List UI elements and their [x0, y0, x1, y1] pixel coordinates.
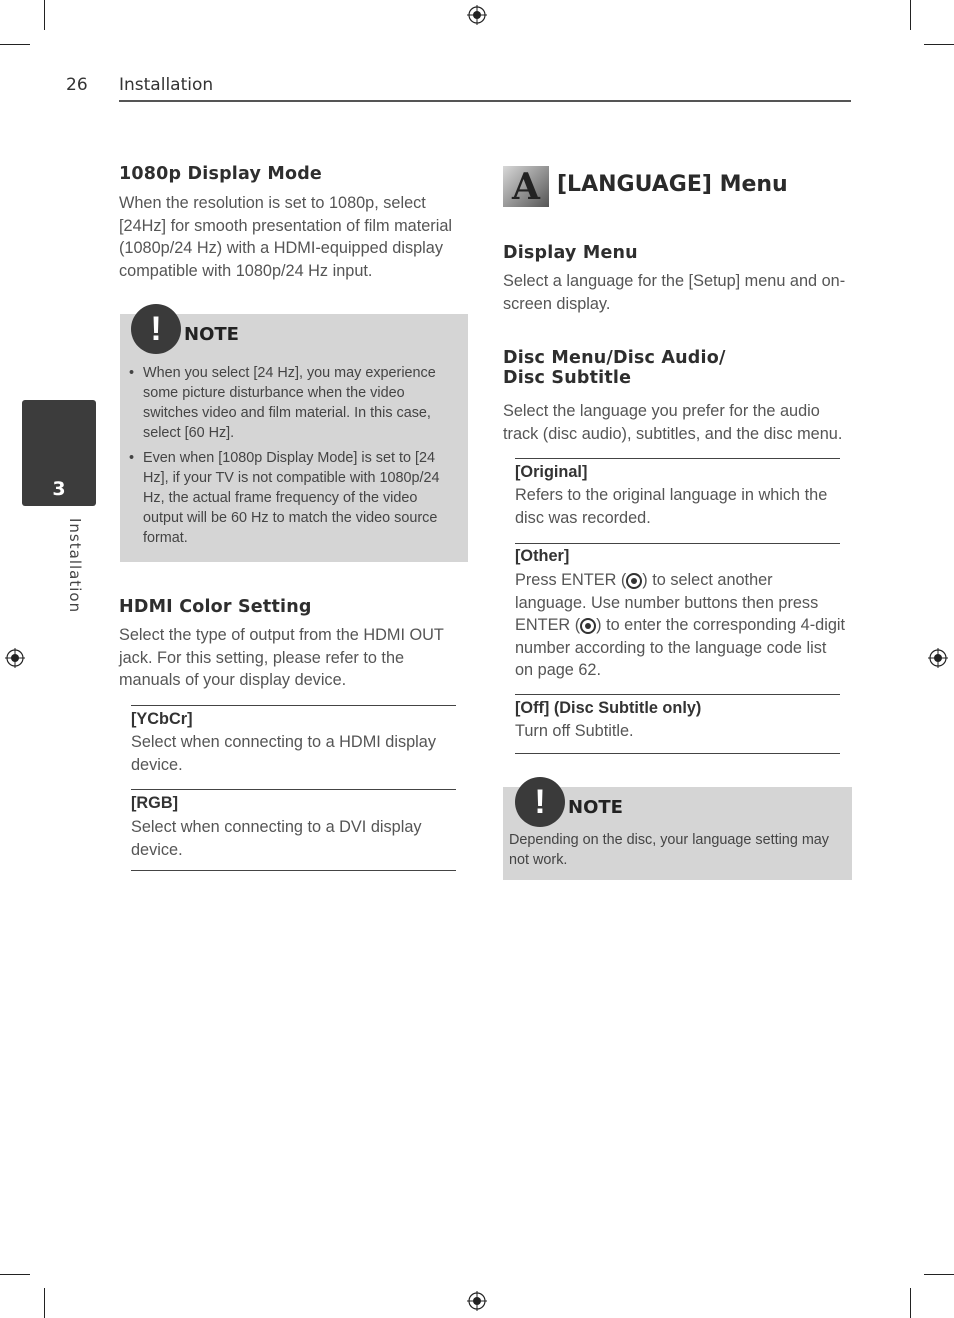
crop-mark	[44, 1288, 45, 1318]
note-list-item	[123, 363, 459, 443]
enter-button-icon	[580, 618, 596, 634]
display-mode-heading: 1080p Display Mode	[119, 164, 322, 184]
chapter-number: 3	[52, 478, 66, 500]
crop-mark	[924, 44, 954, 45]
disc-menu-text: Select the language you prefer for the audio track (disc audio), subtitles, and the disc menu.	[503, 402, 843, 443]
option-desc: Turn off Subtitle.	[515, 722, 634, 740]
note-title: NOTE	[184, 324, 239, 345]
table-rule	[515, 458, 840, 459]
option-label: [Other]	[515, 547, 570, 565]
registration-mark-icon	[467, 1291, 487, 1311]
section-title: Installation	[119, 75, 214, 95]
disc-menu-heading-line1: Disc Menu/Disc Audio/	[503, 348, 726, 368]
enter-button-icon	[626, 573, 642, 589]
hdmi-color-text: Select the type of output from the HDMI OUT jack. For this setting, please refer to the manuals of your display device.	[119, 626, 444, 689]
table-rule	[515, 753, 840, 754]
crop-mark	[910, 1288, 911, 1318]
option-label: [Original]	[515, 463, 588, 481]
note-text: Depending on the disc, your language setting may not work.	[509, 832, 830, 868]
option-desc: Select when connecting to a DVI display device.	[131, 818, 422, 859]
crop-mark	[0, 44, 30, 45]
crop-mark	[910, 0, 911, 30]
disc-menu-heading	[503, 348, 726, 388]
disc-menu-heading-line2: Disc Subtitle	[503, 368, 632, 388]
option-desc-part: Press ENTER (	[515, 571, 627, 589]
note-list	[123, 363, 459, 548]
display-menu-heading: Display Menu	[503, 243, 638, 263]
note-title: NOTE	[568, 797, 623, 818]
option-label: [RGB]	[131, 794, 179, 812]
language-menu-title: [LANGUAGE] Menu	[557, 172, 788, 197]
page-number: 26	[66, 75, 88, 95]
bullet: •	[129, 365, 135, 381]
registration-mark-icon	[5, 648, 25, 668]
chapter-label	[48, 518, 98, 628]
language-letter-icon: A	[503, 166, 549, 207]
header-rule	[119, 100, 851, 102]
crop-mark	[924, 1274, 954, 1275]
table-rule	[515, 543, 840, 544]
exclamation-icon: !	[131, 304, 181, 354]
chapter-label-text: Installation	[66, 518, 84, 614]
option-label: [YCbCr]	[131, 710, 193, 728]
crop-mark	[44, 0, 45, 30]
option-desc: Select when connecting to a HDMI display device.	[131, 733, 436, 774]
bullet: •	[129, 450, 135, 466]
option-desc	[515, 569, 845, 682]
registration-mark-icon	[928, 648, 948, 668]
table-rule	[131, 789, 456, 790]
note-list-item	[123, 448, 459, 548]
crop-mark	[0, 1274, 30, 1275]
display-menu-text: Select a language for the [Setup] menu and on-screen display.	[503, 272, 846, 313]
note-item-text: When you select [24 Hz], you may experience some picture disturbance when the video switches video and film material. In this case, select [60 Hz].	[143, 365, 436, 441]
option-desc-part: ) to select another language. Use number buttons then press ENTER (	[515, 571, 819, 634]
table-rule	[515, 694, 840, 695]
option-desc-part: ) to enter the corresponding 4-digit number according to the language code list on page 62.	[515, 616, 846, 679]
exclamation-icon: !	[515, 777, 565, 827]
option-desc: Refers to the original language in which the disc was recorded.	[515, 486, 828, 527]
registration-mark-icon	[467, 5, 487, 25]
note-item-text: Even when [1080p Display Mode] is set to [24 Hz], if your TV is not compatible with 1080p/24 Hz, the actual frame frequency of the video output will be 60 Hz to match the video source format.	[143, 450, 440, 546]
table-rule	[131, 870, 456, 871]
display-mode-text: When the resolution is set to 1080p, select [24Hz] for smooth presentation of film material (1080p/24 Hz) with a HDMI-equipped display compatible with 1080p/24 Hz input.	[119, 194, 453, 280]
option-label: [Off] (Disc Subtitle only)	[515, 699, 702, 717]
table-rule	[131, 705, 456, 706]
hdmi-color-heading: HDMI Color Setting	[119, 597, 312, 617]
